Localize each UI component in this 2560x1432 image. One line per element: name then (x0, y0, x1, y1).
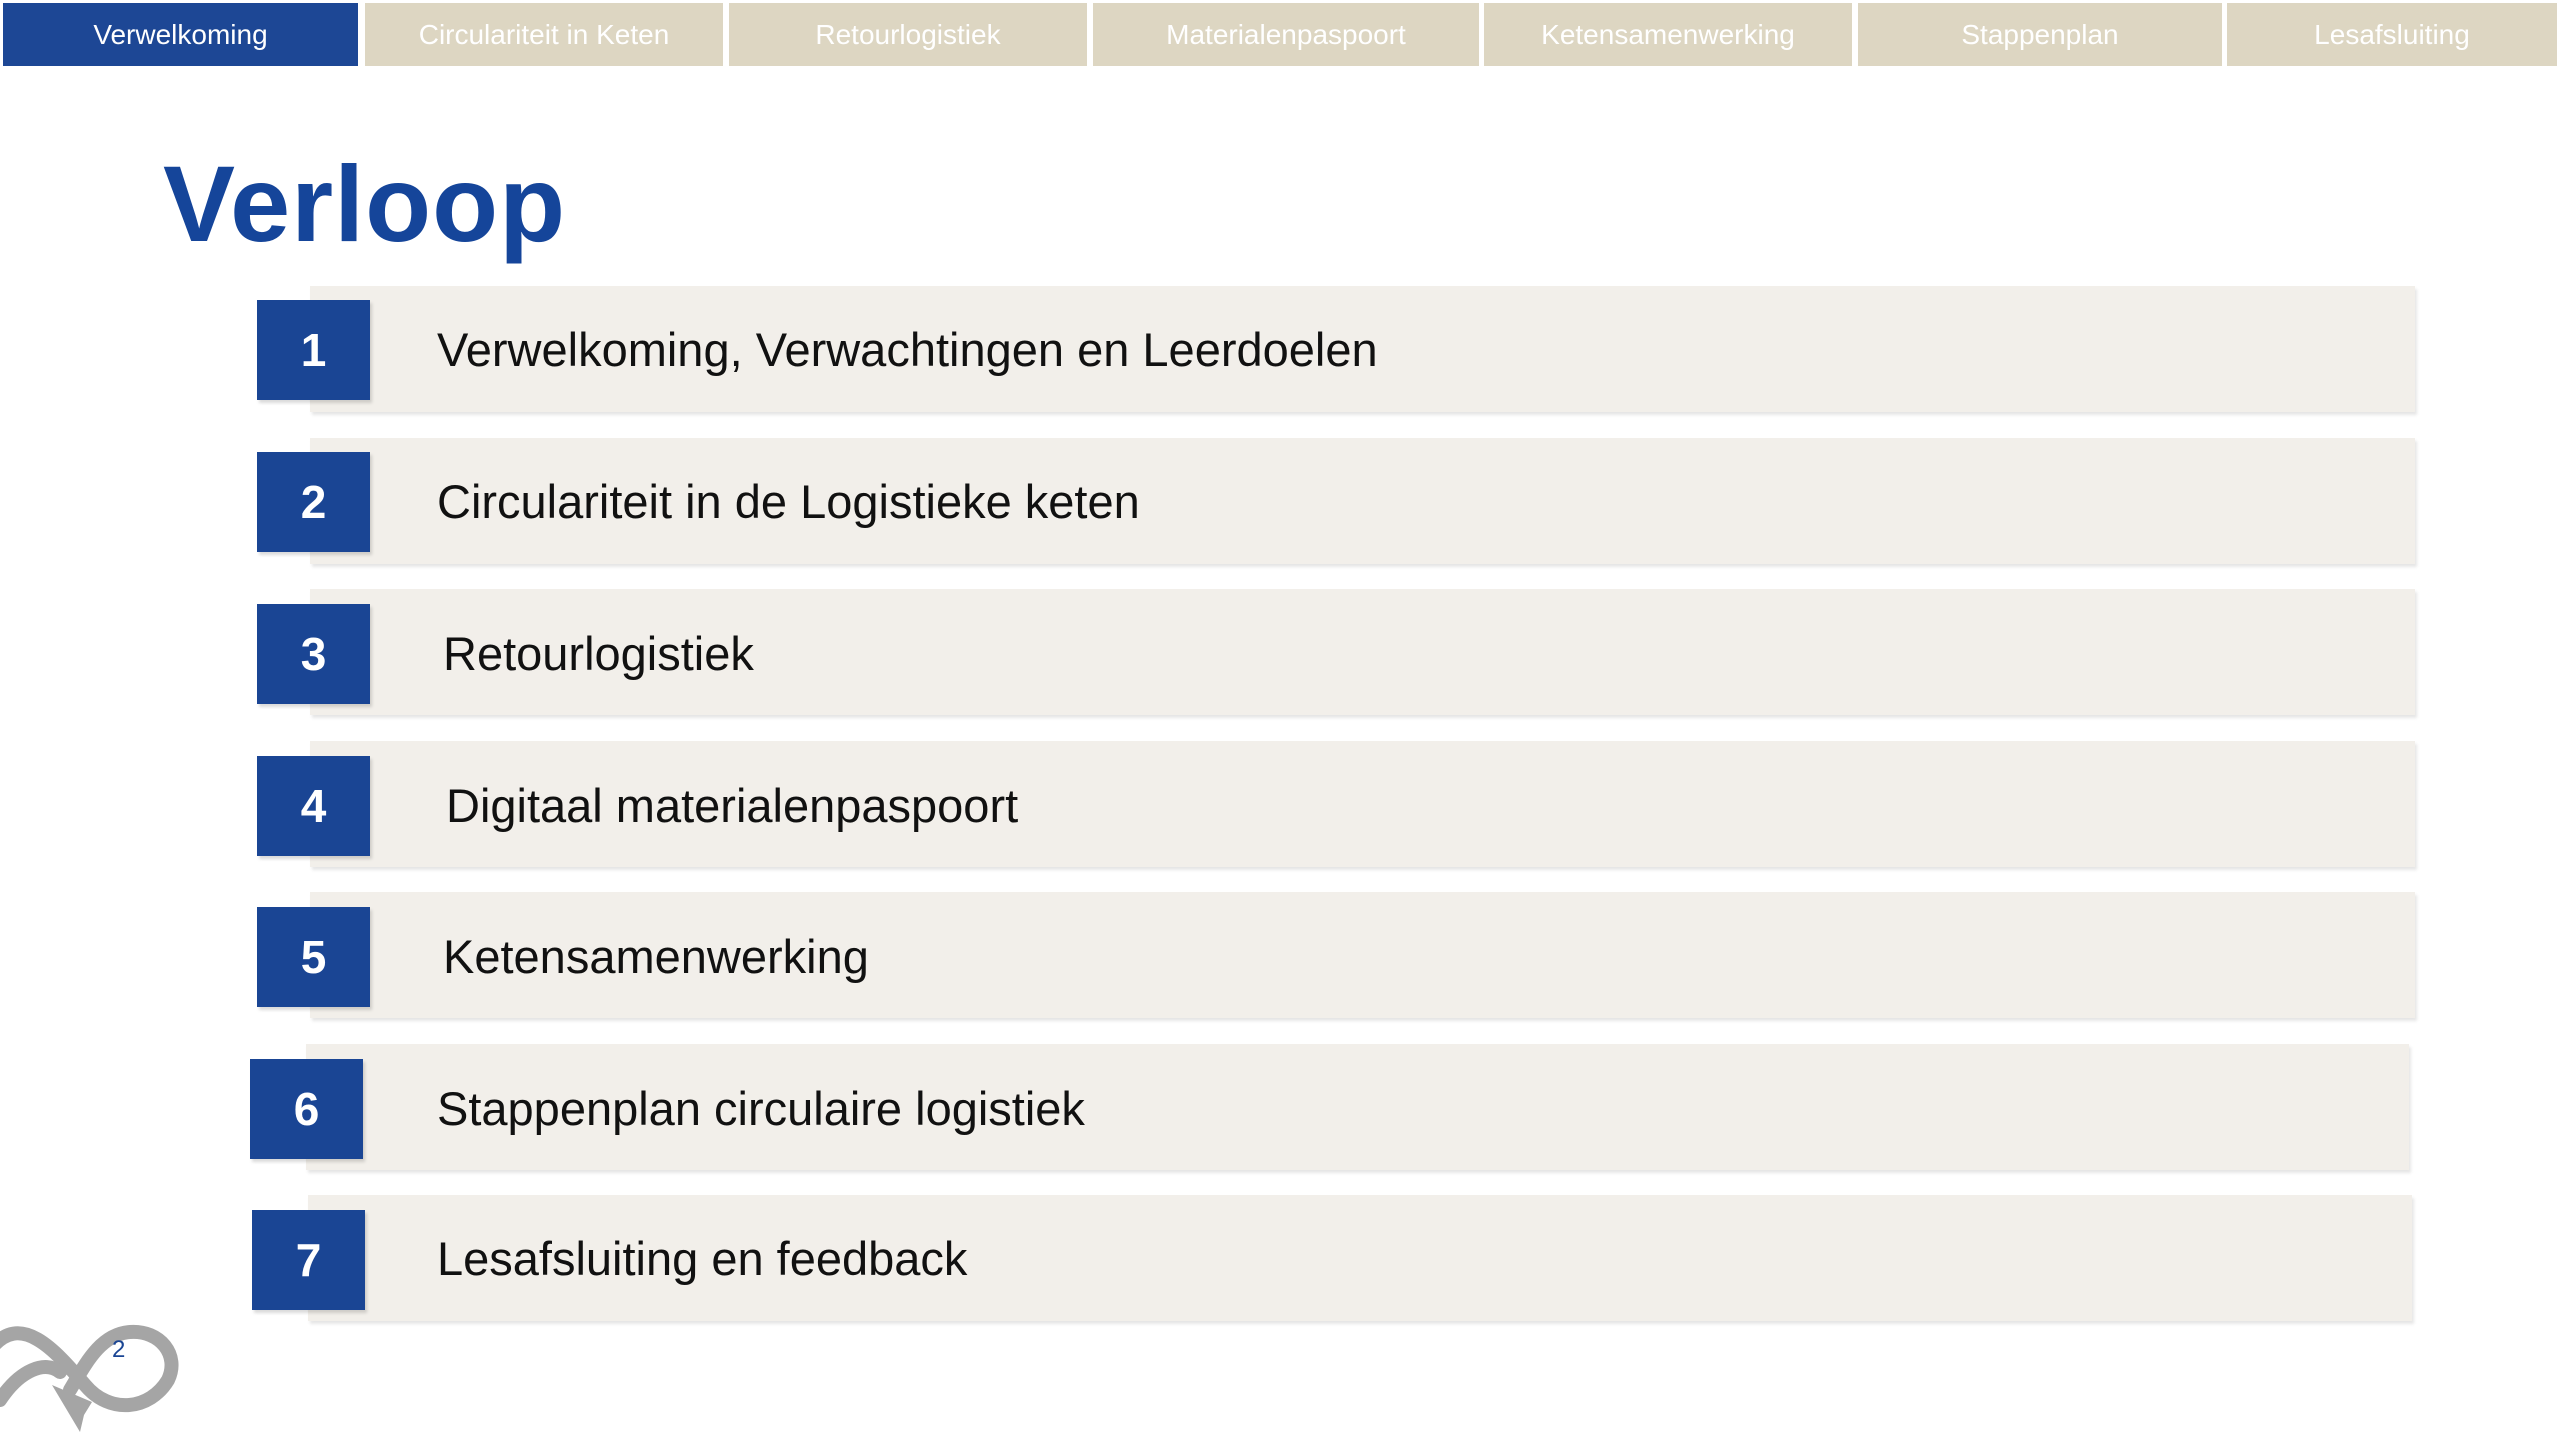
tab-retourlogistiek[interactable]: Retourlogistiek (729, 3, 1087, 66)
agenda-item-number: 1 (257, 300, 370, 400)
agenda-item-number: 5 (257, 907, 370, 1007)
top-navigation (0, 0, 2560, 70)
agenda-item-label: Circulariteit in de Logistieke keten (437, 475, 1140, 528)
agenda-item-label: Ketensamenwerking (443, 930, 869, 983)
agenda-item-4 (0, 741, 2420, 871)
tab-lesafsluiting[interactable]: Lesafsluiting (2227, 3, 2557, 66)
agenda-item-label: Lesafsluiting en feedback (437, 1232, 968, 1285)
agenda-item-3 (0, 589, 2420, 719)
agenda-item-number: 4 (257, 756, 370, 856)
tab-materialenpaspoort[interactable]: Materialenpaspoort (1093, 3, 1479, 66)
page-number: 2 (112, 1336, 126, 1363)
agenda-item-1 (0, 286, 2420, 416)
agenda-item-6 (0, 1044, 2420, 1174)
agenda-item-7 (0, 1195, 2420, 1325)
agenda-item-label: Verwelkoming, Verwachtingen en Leerdoelen (437, 323, 1378, 376)
agenda-item-2 (0, 438, 2420, 568)
agenda-item-label: Stappenplan circulaire logistiek (437, 1082, 1085, 1135)
agenda-item-number: 6 (250, 1059, 363, 1159)
page-title: Verloop (163, 143, 567, 264)
agenda-item-5 (0, 892, 2420, 1022)
tab-circulariteit-in-keten[interactable]: Circulariteit in Keten (365, 3, 723, 66)
agenda-item-label: Digitaal materialenpaspoort (446, 779, 1019, 832)
tab-verwelkoming[interactable]: Verwelkoming (3, 3, 358, 66)
tab-stappenplan[interactable]: Stappenplan (1858, 3, 2222, 66)
agenda-item-number: 7 (252, 1210, 365, 1310)
agenda-item-label: Retourlogistiek (443, 627, 754, 680)
tab-ketensamenwerking[interactable]: Ketensamenwerking (1484, 3, 1852, 66)
agenda-item-number: 3 (257, 604, 370, 704)
infinity-arrow-icon (0, 1290, 185, 1432)
agenda-item-number: 2 (257, 452, 370, 552)
